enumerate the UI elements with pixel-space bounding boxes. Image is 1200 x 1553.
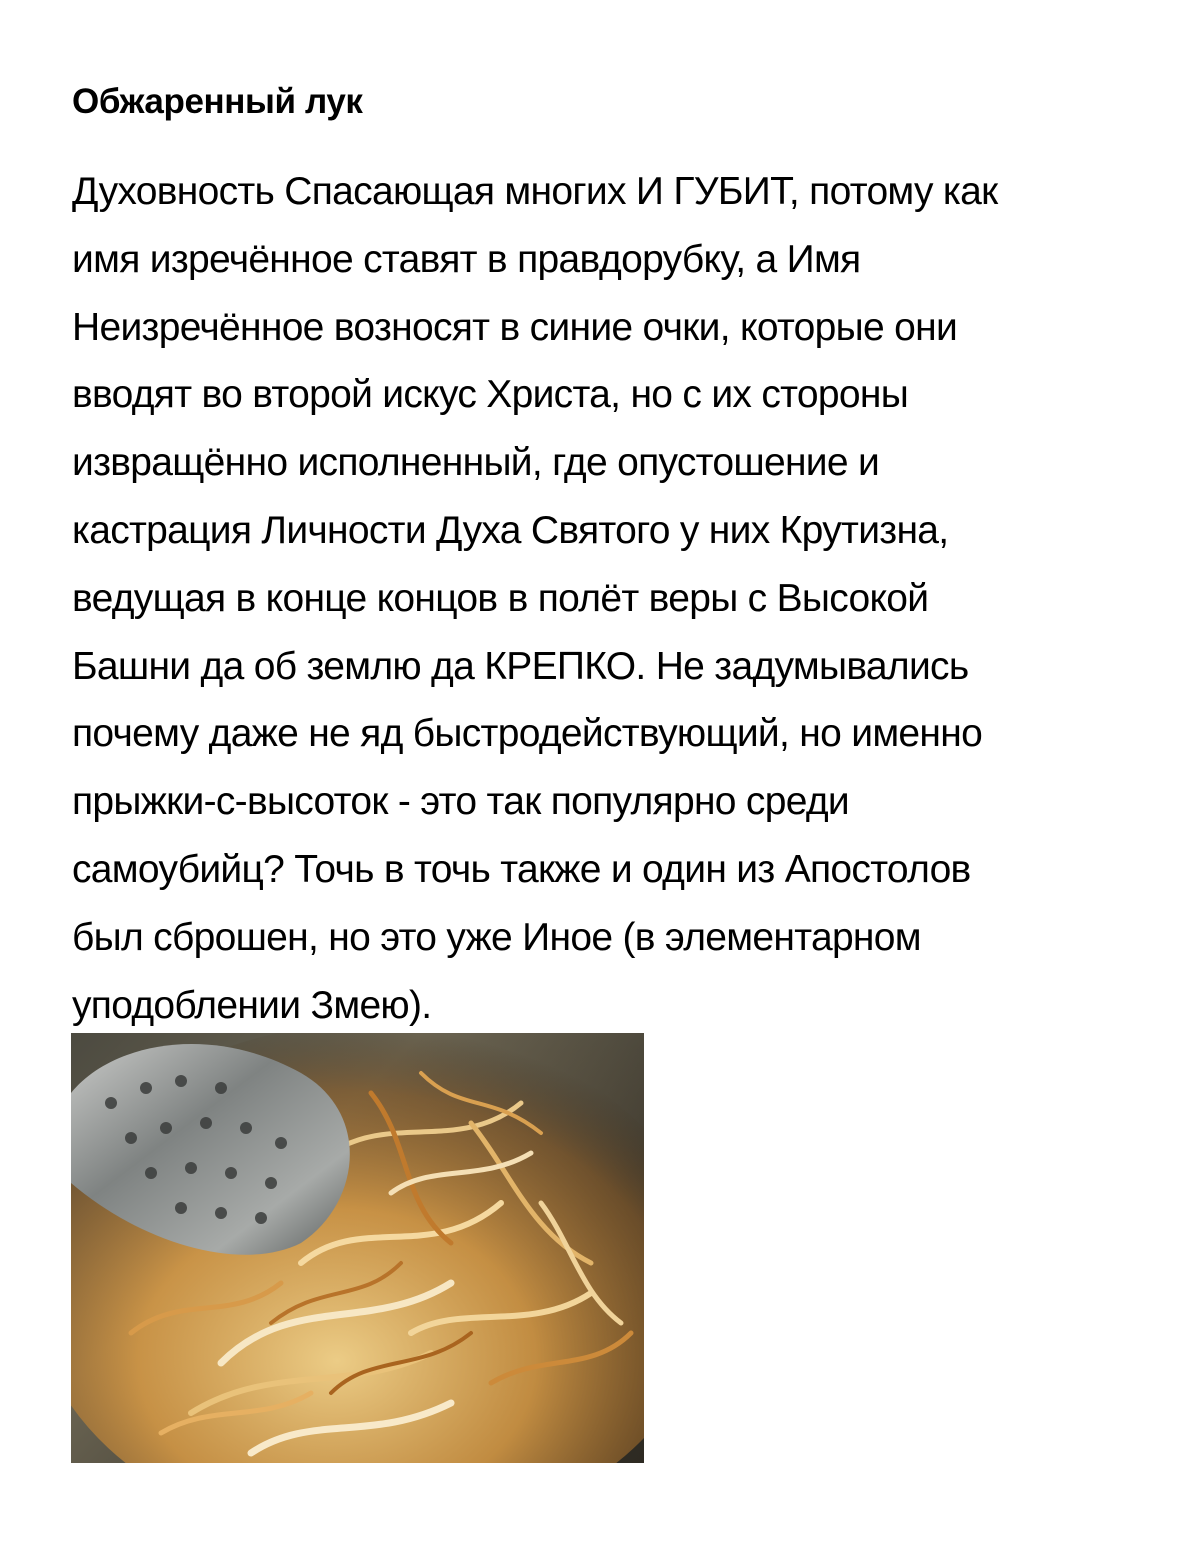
body-paragraph (72, 158, 1152, 1039)
paragraph-line: почему даже не яд быстродействующий, но именно (72, 712, 983, 756)
fried-onion-photo (71, 1033, 644, 1463)
paragraph-line: ведущая в конце концов в полёт веры с Высокой (72, 576, 929, 620)
paragraph-line: уподоблении Змею). (72, 983, 432, 1027)
paragraph-line: Башни да об землю да КРЕПКО. Не задумывались (72, 644, 969, 688)
paragraph-line: Духовность Спасающая многих И ГУБИТ, потому как (72, 170, 998, 213)
fried-onion-illustration (71, 1033, 644, 1463)
paragraph-line: самоубийц? Точь в точь также и один из Апостолов (72, 847, 971, 891)
paragraph-line: Неизречённое возносят в синие очки, которые они (72, 305, 958, 349)
paragraph-line: извращённо исполненный, где опустошение и (72, 441, 880, 485)
paragraph-line: прыжки-с-высоток - это так популярно среди (72, 780, 849, 824)
paragraph-line: имя изречённое ставят в правдорубку, а Имя (72, 237, 861, 281)
paragraph-line: был сброшен, но это уже Иное (в элементарном (72, 915, 921, 959)
paragraph-line: вводят во второй искус Христа, но с их стороны (72, 373, 909, 417)
paragraph-line: кастрация Личности Духа Святого у них Крутизна, (72, 508, 949, 552)
document-title: Обжаренный лук (72, 82, 363, 121)
